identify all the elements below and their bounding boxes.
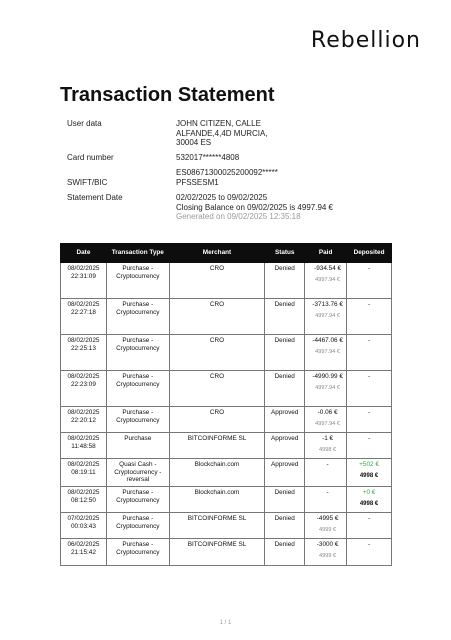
cell-status: Approved bbox=[265, 407, 305, 433]
cell-paid bbox=[305, 371, 347, 407]
cell-deposited bbox=[347, 487, 392, 513]
date-value: 07/02/2025 bbox=[67, 515, 100, 522]
page-title: Transaction Statement bbox=[60, 84, 275, 106]
cell-date bbox=[61, 487, 107, 513]
paid-amount: -4995 € bbox=[316, 515, 339, 522]
time-value: 22:23:09 bbox=[71, 380, 96, 388]
cell-status: Denied bbox=[265, 299, 305, 335]
time-value: 08:19:11 bbox=[71, 468, 96, 476]
paid-amount: -1 € bbox=[322, 435, 334, 442]
time-value: 08:12:50 bbox=[71, 496, 96, 504]
time-value: 22:20:12 bbox=[71, 416, 96, 424]
cell-paid bbox=[305, 459, 347, 487]
cell-paid bbox=[305, 513, 347, 539]
cell-type: Purchase bbox=[106, 433, 169, 459]
deposited-amount: - bbox=[367, 373, 371, 380]
cell-type: Purchase - Cryptocurrency bbox=[106, 299, 169, 335]
table-row bbox=[61, 299, 392, 335]
table-row bbox=[61, 487, 392, 513]
paid-balance: 4998 € bbox=[319, 446, 337, 453]
paid-amount: -934.54 € bbox=[314, 265, 342, 272]
cell-status: Denied bbox=[265, 539, 305, 566]
paid-amount: -0.06 € bbox=[317, 409, 338, 416]
cell-status: Denied bbox=[265, 513, 305, 539]
date-value: 08/02/2025 bbox=[67, 409, 100, 416]
cell-deposited bbox=[347, 407, 392, 433]
transactions-table bbox=[60, 243, 392, 566]
cell-deposited bbox=[347, 433, 392, 459]
generated-on: Generated on 09/02/2025 12:35:18 bbox=[176, 212, 301, 221]
cell-type: Purchase - Cryptocurrency bbox=[106, 487, 169, 513]
cell-date bbox=[61, 335, 107, 371]
cell-paid bbox=[305, 335, 347, 371]
cell-merchant: BITCOINFORME SL bbox=[169, 539, 265, 566]
paid-amount: -3713.76 € bbox=[312, 301, 343, 308]
paid-balance: 4997.94 € bbox=[315, 348, 341, 355]
user-line-3: 30004 ES bbox=[176, 138, 212, 147]
col-header-type: Transaction Type bbox=[106, 244, 169, 263]
deposited-amount: +0 € bbox=[362, 489, 376, 496]
cell-paid bbox=[305, 263, 347, 299]
user-data-value bbox=[176, 119, 268, 148]
cell-deposited bbox=[347, 335, 392, 371]
cell-merchant: CRO bbox=[169, 263, 265, 299]
table-row bbox=[61, 513, 392, 539]
paid-balance: 4997.94 € bbox=[315, 384, 341, 391]
cell-date bbox=[61, 459, 107, 487]
date-value: 08/02/2025 bbox=[67, 373, 100, 380]
time-value: 00:03:43 bbox=[71, 522, 96, 530]
swift-value: PFSSESM1 bbox=[176, 178, 219, 187]
cell-merchant: CRO bbox=[169, 371, 265, 407]
date-value: 08/02/2025 bbox=[67, 435, 100, 442]
cell-status: Denied bbox=[265, 487, 305, 513]
cell-deposited bbox=[347, 459, 392, 487]
cell-status: Denied bbox=[265, 335, 305, 371]
cell-type: Purchase - Cryptocurrency bbox=[106, 335, 169, 371]
date-value: 08/02/2025 bbox=[67, 461, 100, 468]
paid-amount: - bbox=[326, 489, 329, 496]
cell-status: Approved bbox=[265, 433, 305, 459]
time-value: 21:15:42 bbox=[71, 548, 96, 556]
deposited-balance: 4998 € bbox=[359, 472, 379, 479]
date-value: 06/02/2025 bbox=[67, 541, 100, 548]
table-row bbox=[61, 459, 392, 487]
cell-type: Purchase - Cryptocurrency bbox=[106, 371, 169, 407]
cell-paid bbox=[305, 487, 347, 513]
col-header-date: Date bbox=[61, 244, 107, 263]
card-number-value: 532017******4808 bbox=[176, 153, 240, 162]
user-line-2: ALFANDE,4,4D MURCIA, bbox=[176, 128, 268, 138]
closing-balance: Closing Balance on 09/02/2025 is 4997.94 € bbox=[176, 202, 334, 212]
cell-paid bbox=[305, 407, 347, 433]
cell-date bbox=[61, 407, 107, 433]
col-header-paid: Paid bbox=[305, 244, 347, 263]
cell-status: Approved bbox=[265, 459, 305, 487]
cell-date bbox=[61, 299, 107, 335]
cell-deposited bbox=[347, 539, 392, 566]
deposited-amount: - bbox=[367, 541, 371, 548]
paid-amount: -4990.99 € bbox=[312, 373, 343, 380]
statement-date-range: 02/02/2025 to 09/02/2025 bbox=[176, 193, 268, 202]
table-row bbox=[61, 371, 392, 407]
cell-date bbox=[61, 263, 107, 299]
paid-amount: -3000 € bbox=[316, 541, 339, 548]
date-value: 08/02/2025 bbox=[67, 337, 100, 344]
cell-merchant: Blockchain.com bbox=[169, 487, 265, 513]
col-header-status: Status bbox=[265, 244, 305, 263]
cell-type: Purchase - Cryptocurrency bbox=[106, 407, 169, 433]
cell-deposited bbox=[347, 513, 392, 539]
col-header-merchant: Merchant bbox=[169, 244, 265, 263]
swift-label: SWIFT/BIC bbox=[67, 178, 108, 187]
col-header-deposited: Deposited bbox=[347, 244, 392, 263]
deposited-balance: 4998 € bbox=[359, 500, 379, 507]
cell-date bbox=[61, 513, 107, 539]
time-value: 22:25:13 bbox=[71, 344, 96, 352]
table-row bbox=[61, 433, 392, 459]
date-value: 08/02/2025 bbox=[67, 489, 100, 496]
cell-deposited bbox=[347, 299, 392, 335]
deposited-amount: - bbox=[367, 435, 371, 442]
deposited-amount: - bbox=[367, 265, 371, 272]
cell-paid bbox=[305, 539, 347, 566]
time-value: 22:27:18 bbox=[71, 308, 96, 316]
table-row bbox=[61, 407, 392, 433]
page-number: 1 / 1 bbox=[219, 620, 232, 626]
paid-balance: 4997.94 € bbox=[315, 312, 341, 319]
cell-merchant: BITCOINFORME SL bbox=[169, 513, 265, 539]
cell-date bbox=[61, 539, 107, 566]
cell-type: Purchase - Cryptocurrency bbox=[106, 513, 169, 539]
user-line-1: JOHN CITIZEN, CALLE bbox=[176, 119, 261, 128]
transactions-body bbox=[61, 263, 392, 566]
paid-balance: 4997.94 € bbox=[315, 420, 341, 427]
deposited-amount: - bbox=[367, 515, 371, 522]
card-number-label: Card number bbox=[67, 153, 114, 162]
user-data-label: User data bbox=[67, 119, 102, 128]
deposited-amount: - bbox=[367, 301, 371, 308]
table-row bbox=[61, 263, 392, 299]
cell-status: Denied bbox=[265, 371, 305, 407]
cell-deposited bbox=[347, 263, 392, 299]
cell-type: Purchase - Cryptocurrency bbox=[106, 263, 169, 299]
paid-balance: 4999 € bbox=[319, 552, 337, 559]
paid-balance: 4999 € bbox=[319, 526, 337, 533]
table-row bbox=[61, 335, 392, 371]
time-value: 11:48:58 bbox=[71, 442, 96, 450]
cell-merchant: Blockchain.com bbox=[169, 459, 265, 487]
table-row bbox=[61, 539, 392, 566]
cell-date bbox=[61, 371, 107, 407]
date-value: 08/02/2025 bbox=[67, 265, 100, 272]
cell-merchant: CRO bbox=[169, 299, 265, 335]
paid-balance: 4997.94 € bbox=[315, 276, 341, 283]
cell-merchant: CRO bbox=[169, 335, 265, 371]
cell-paid bbox=[305, 299, 347, 335]
cell-merchant: BITCOINFORME SL bbox=[169, 433, 265, 459]
paid-amount: -4467.06 € bbox=[312, 337, 343, 344]
cell-deposited bbox=[347, 371, 392, 407]
paid-amount: - bbox=[326, 461, 329, 468]
cell-type: Purchase - Cryptocurrency bbox=[106, 539, 169, 566]
deposited-amount: +502 € bbox=[359, 461, 379, 468]
rebellion-logo: Rebellion bbox=[310, 28, 421, 53]
cell-type: Quasi Cash - Cryptocurrency - reversal bbox=[106, 459, 169, 487]
deposited-amount: - bbox=[367, 337, 371, 344]
cell-date bbox=[61, 433, 107, 459]
cell-paid bbox=[305, 433, 347, 459]
statement-date-label: Statement Date bbox=[67, 193, 123, 202]
deposited-amount: - bbox=[367, 409, 371, 416]
time-value: 22:31:09 bbox=[71, 272, 96, 280]
date-value: 08/02/2025 bbox=[67, 301, 100, 308]
cell-status: Denied bbox=[265, 263, 305, 299]
table-header-row bbox=[61, 244, 392, 263]
iban-value: ES08671300025200092***** bbox=[176, 168, 278, 177]
cell-merchant: CRO bbox=[169, 407, 265, 433]
